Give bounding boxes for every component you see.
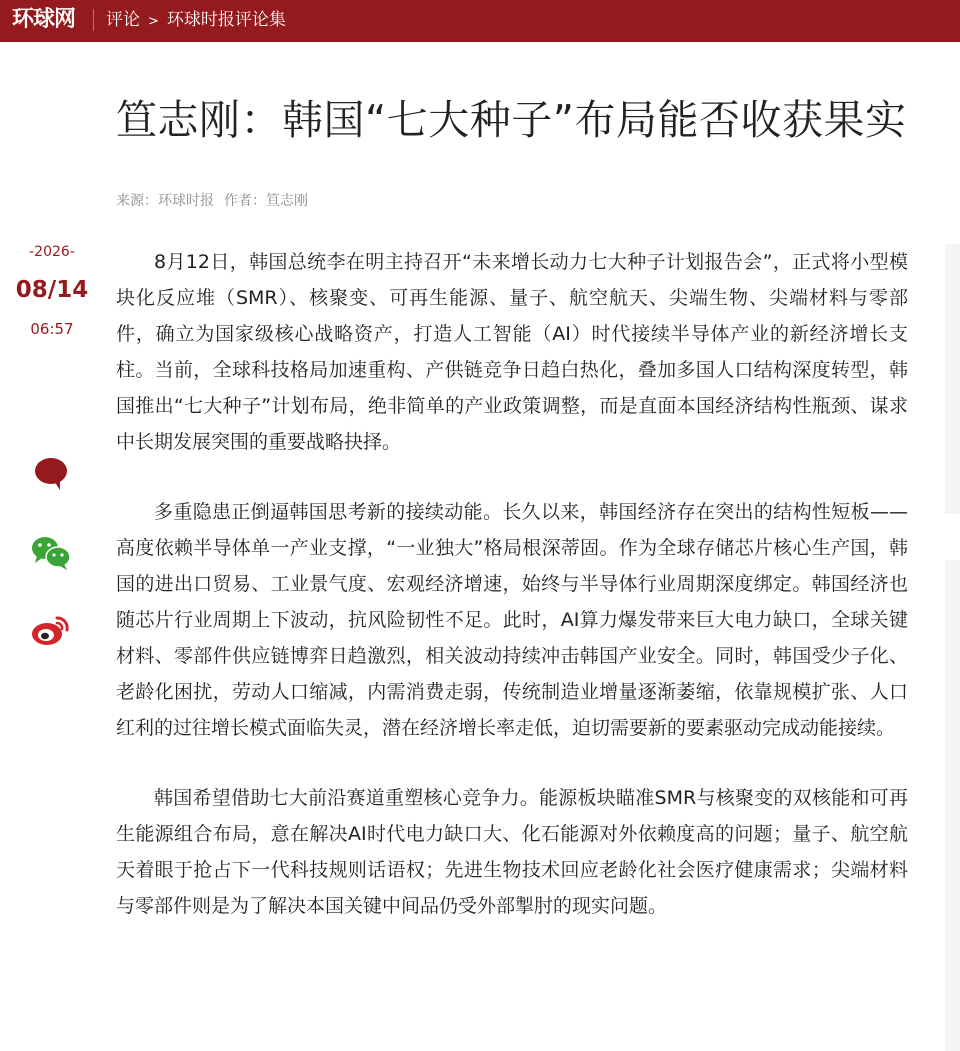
breadcrumb-link-comment[interactable]: 评论 [106,10,140,30]
breadcrumb-separator: > [148,14,159,29]
article-meta [116,190,308,210]
publish-date: 08/14 [15,277,89,303]
paragraph: 韩国希望借助七大前沿赛道重塑核心竞争力。能源板块瞄准SMR与核聚变的双核能和可再生能源组合布局，意在解决AI时代电力缺口大、化石能源对外依赖度高的问题；量子、航空航天着眼于抢占下一代科技规则话语权；先进生物技术回应老龄化社会医疗健康需求；尖端材料与零部件则是为了解决本国关键中间品仍受外部掣肘的现实问题。 [116,787,908,917]
publish-time: 06:57 [30,320,74,338]
site-logo[interactable]: 环球网 [12,7,76,32]
article-author: 作者：笪志刚 [224,193,308,209]
weibo-icon[interactable] [30,610,70,650]
right-sidebar-panel [945,244,960,514]
breadcrumb [106,10,286,32]
wechat-icon[interactable] [30,532,70,572]
paragraph: 多重隐患正倒逼韩国思考新的接续动能。长久以来，韩国经济存在突出的结构性短板——高度依赖半导体单一产业支撑，“一业独大”格局根深蒂固。作为全球存储芯片核心生产国，韩国的进出口贸易、工业景气度、宏观经济增速，始终与半导体行业周期深度绑定。韩国经济也随芯片行业周期上下波动，抗风险韧性不足。此时，AI算力爆发带来巨大电力缺口，全球关键材料、零部件供应链博弈日趋激烈，相关波动持续冲击韩国产业安全。同时，韩国受少子化、老龄化困扰，劳动人口缩减，内需消费走弱，传统制造业增量逐渐萎缩，依靠规模扩张、人口红利的过往增长模式面临失灵，潜在经济增长率走低，迫切需要新的要素驱动完成动能接续。 [116,501,908,739]
article-source: 来源：环球时报 [116,193,214,209]
top-nav-bar [0,0,960,42]
article-body [116,244,908,958]
comment-icon[interactable] [30,454,70,494]
publish-year: -2026- [29,244,75,260]
article-title: 笪志刚：韩国“七大种子”布局能否收获果实 [116,96,907,144]
logo-divider [93,9,94,31]
paragraph: 8月12日，韩国总统李在明主持召开“未来增长动力七大种子计划报告会”，正式将小型模块化反应堆（SMR）、核聚变、可再生能源、量子、航空航天、尖端生物、尖端材料与零部件，确立为国家级核心战略资产，打造人工智能（AI）时代接续半导体产业的新经济增长支柱。当前，全球科技格局加速重构、产供链竞争日趋白热化，叠加多国人口结构深度转型，韩国推出“七大种子”计划布局，绝非简单的产业政策调整，而是直面本国经济结构性瓶颈、谋求中长期发展突围的重要战略抉择。 [116,251,908,453]
breadcrumb-link-collection[interactable]: 环球时报评论集 [166,10,286,30]
right-sidebar-panel [945,560,960,1051]
